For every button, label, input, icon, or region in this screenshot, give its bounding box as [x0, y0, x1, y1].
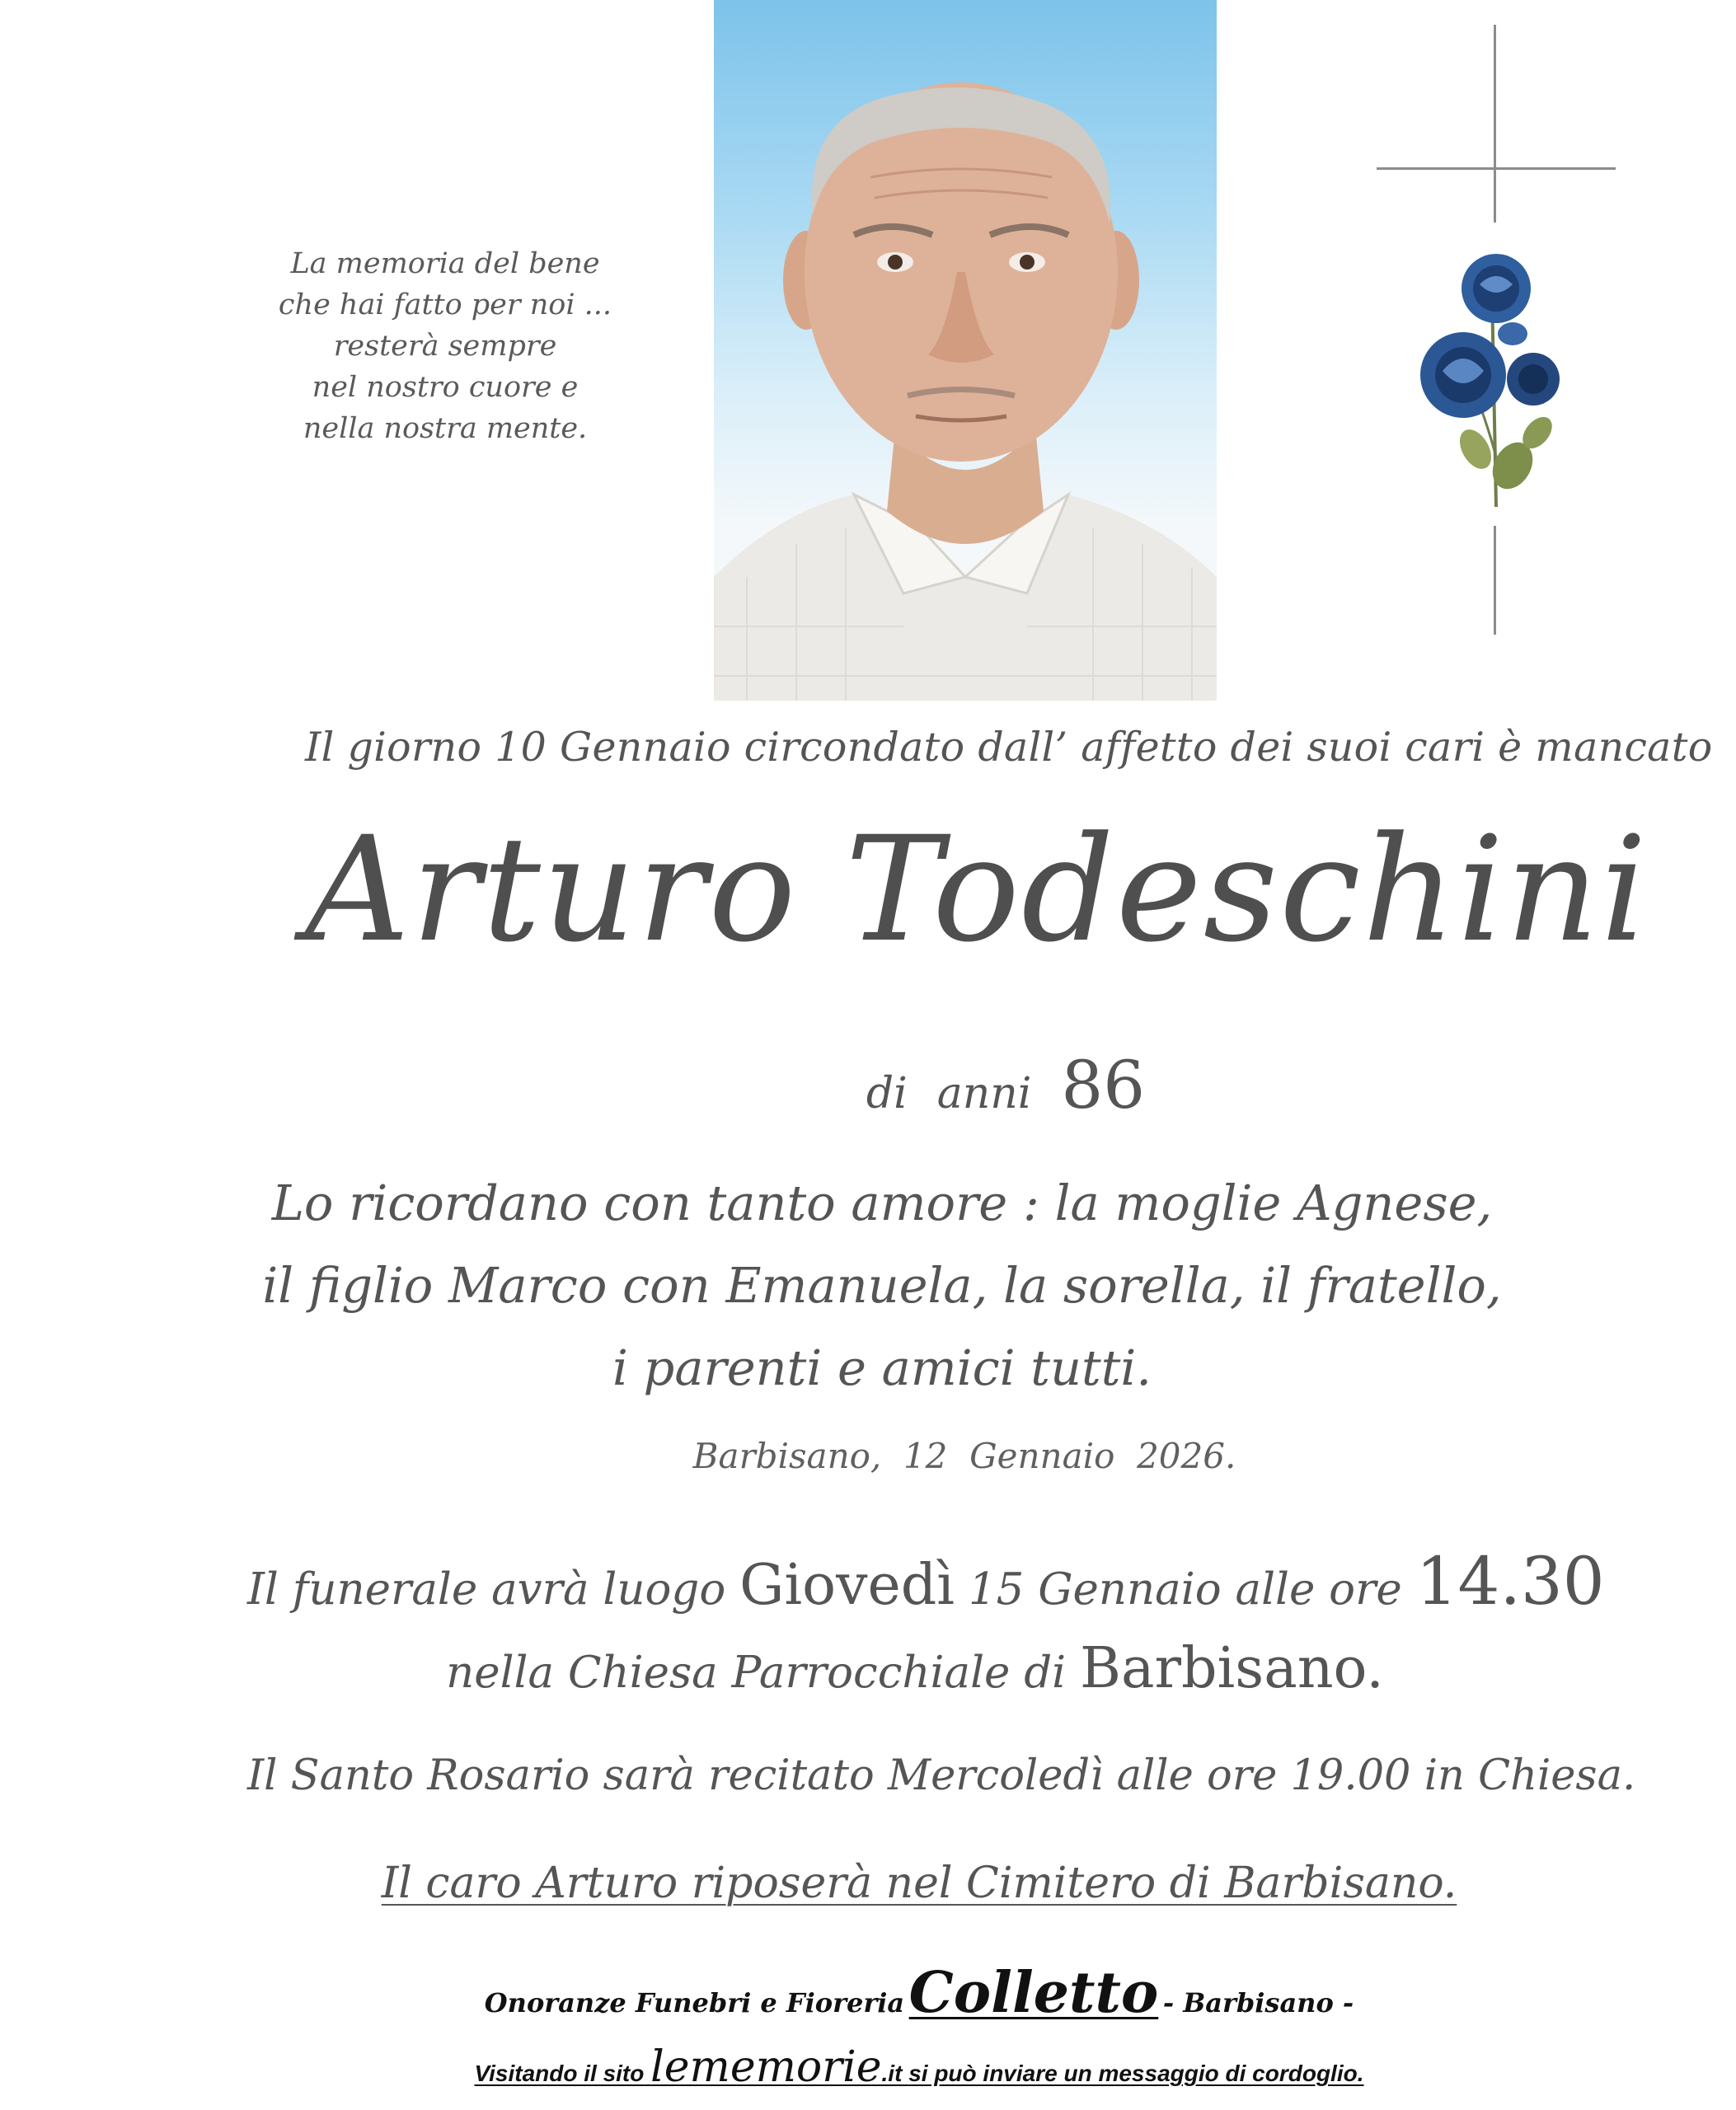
funeral-day: Giovedì [739, 1553, 955, 1618]
undertaker-prefix: Onoranze Funebri e Fioreria [484, 1987, 905, 2019]
funeral-prefix: Il funerale avrà luogo [247, 1564, 726, 1615]
mourners-line: i parenti e amici tutti. [612, 1339, 1152, 1396]
undertaker-suffix: - Barbisano - [1162, 1987, 1354, 2019]
church-prefix: nella Chiesa Parrocchiale di [446, 1648, 1067, 1698]
cross-icon [1494, 25, 1496, 223]
mourners-line: il figlio Marco con Emanuela, la sorella, il fratello, [262, 1257, 1502, 1314]
website-suffix: si può inviare un messaggio di cordoglio. [908, 2061, 1364, 2086]
funeral-location [412, 1636, 1418, 1701]
cross-base [1494, 526, 1496, 635]
mourners-line: Lo ricordano con tanto amore : la moglie Agnese, [271, 1175, 1493, 1231]
portrait-illustration [714, 0, 1217, 701]
quote-line: nel nostro cuore e [312, 371, 579, 404]
age-anni: anni [936, 1069, 1032, 1118]
cross-arm [1377, 167, 1616, 170]
quote-line: nella nostra mente. [303, 412, 588, 445]
portrait-photo [714, 0, 1217, 701]
funeral-time: 14.30 [1415, 1543, 1605, 1620]
undertaker-line [330, 1960, 1508, 2026]
website-line [330, 2042, 1508, 2092]
death-announcement: Il giorno 10 Gennaio circondato dall’ affetto dei suoi cari è mancato [305, 724, 1713, 771]
burial-notice: Il caro Arturo riposerà nel Cimitero di Barbisano. [381, 1859, 1457, 1908]
quote-line: La memoria del bene [290, 247, 600, 280]
memorial-quote [247, 243, 643, 449]
deceased-name: Arturo Todeschini [304, 805, 1649, 974]
quote-line: che hai fatto per noi ... [278, 288, 612, 321]
quote-line: resterà sempre [333, 330, 557, 363]
age-di: di [866, 1069, 908, 1118]
funeral-town: Barbisano. [1080, 1636, 1384, 1701]
blue-roses-icon [1414, 243, 1562, 515]
website-link[interactable]: lememorie [650, 2042, 882, 2092]
website-tld[interactable]: .it [881, 2061, 903, 2086]
age-line [791, 1047, 1220, 1123]
undertaker-brand: Colletto [908, 1960, 1159, 2026]
rosary-notice: Il Santo Rosario sarà recitato Mercoledì alle ore 19.00 in Chiesa. [247, 1751, 1636, 1800]
age-value: 86 [1061, 1047, 1146, 1123]
website-prefix: Visitando il sito [474, 2061, 645, 2086]
funeral-details [247, 1543, 1605, 1620]
funeral-date: 15 Gennaio alle ore [968, 1564, 1402, 1615]
place-date: Barbisano, 12 Gennaio 2026. [692, 1436, 1236, 1476]
